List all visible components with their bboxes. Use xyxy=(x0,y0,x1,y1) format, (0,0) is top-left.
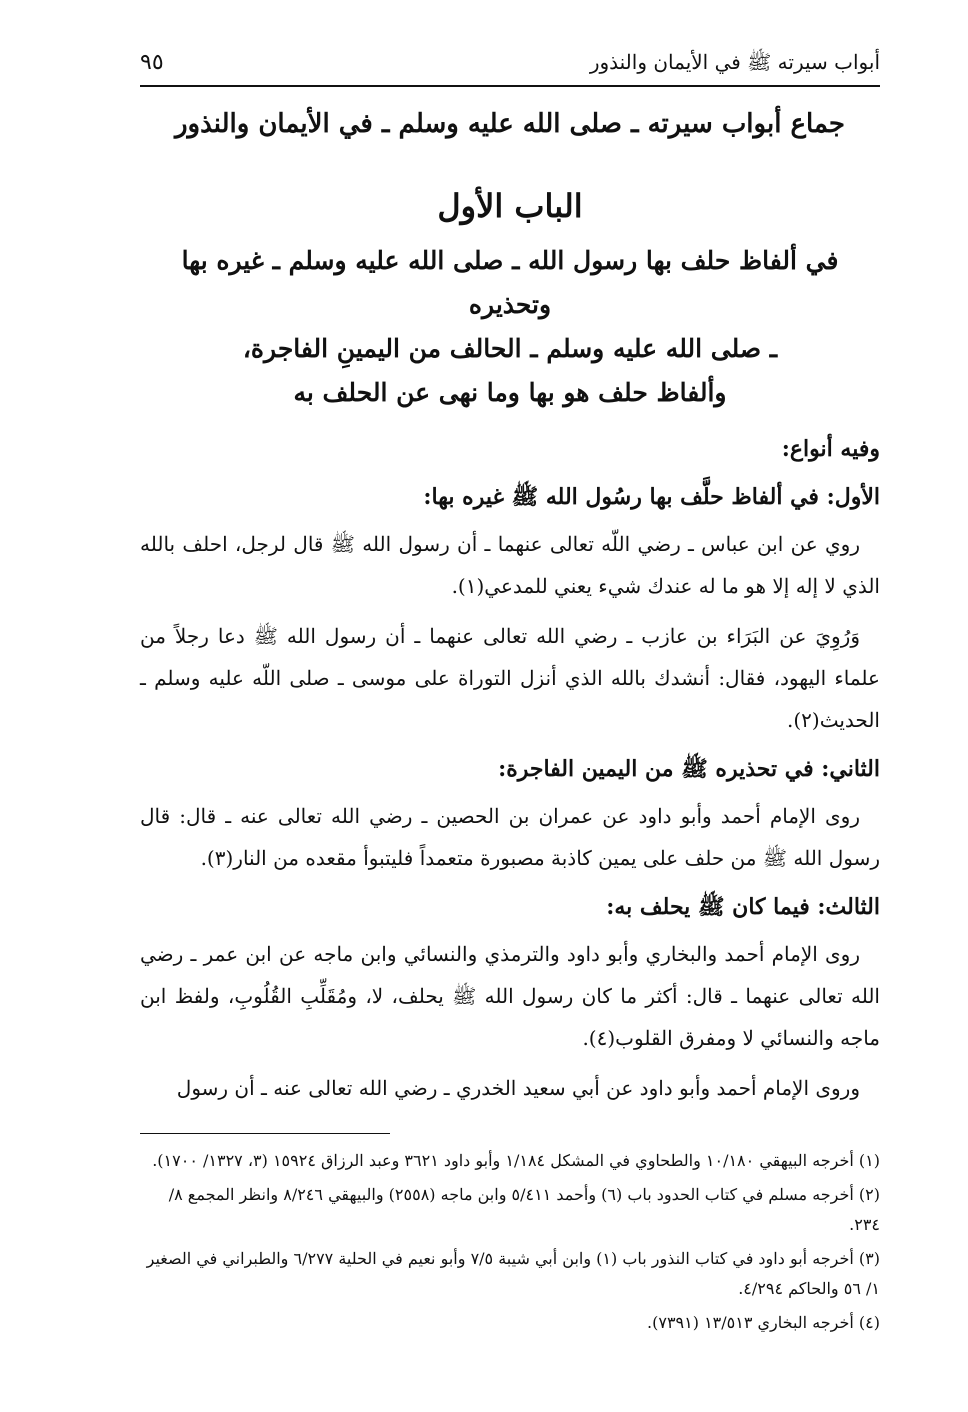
page-number: ٩٥ xyxy=(140,50,164,75)
chapter-subtitle-line: ـ صلى الله عليه وسلم ـ الحالف من اليمينِ الفاجرة، xyxy=(242,334,778,363)
footnote-divider xyxy=(140,1133,390,1134)
running-header xyxy=(140,50,880,87)
footnote: (٣) أخرجه أبو داود في كتاب النذور باب (١) وابن أبي شيبة ٧/٥ وأبو نعيم في الحلية ٦/٢٧٧ والطبراني في الصغير ١/ ٥٦ والحاكم ٤/٢٩٤. xyxy=(146,1249,880,1298)
chapter-subtitle-line: في ألفاظ حلف بها رسول الله ـ صلى الله عليه وسلم ـ غيره بها وتحذيره xyxy=(181,246,839,319)
paragraph: روي عن ابن عباس ـ رضي اللّه تعالى عنهما ـ أن رسول الله ﷺ قال لرجل، احلف بالله الذي لا إله إلا هو ما له عندك شيء يعني للمدعي(١). xyxy=(140,532,880,598)
section-heading-3: الثالث: فيما كان ﷺ يحلف به: xyxy=(606,894,880,920)
paragraph: روى الإمام أحمد وأبو داود عن عمران بن الحصين ـ رضي الله تعالى عنه ـ قال: قال رسول الله ﷺ من حلف على يمين كاذبة مصبورة متعمداً فليتبوأ مقعده من النار(٣). xyxy=(140,804,880,870)
footnote: (٢) أخرجه مسلم في كتاب الحدود باب (٦) وأحمد ٥/٤١١ وابن ماجه (٢٥٥٨) والبيهقي ٨/٢٤٦ وانظر المجمع ٨/ ٢٣٤. xyxy=(168,1185,880,1234)
footnote: (٤) أخرجه البخاري ١٣/٥١٣ (٧٣٩١). xyxy=(647,1313,880,1332)
paragraph: وَرُوِيَ عن البَرَاء بن عازب ـ رضي الله تعالى عنهما ـ أن رسول الله ﷺ دعا رجلاً من علماء اليهود، فقال: أنشدك بالله الذي أنزل التوراة على موسى ـ صلى اللّه عليه وسلم ـ الحديث(٢). xyxy=(140,624,880,732)
paragraph: روى الإمام أحمد والبخاري وأبو داود والترمذي والنسائي وابن ماجه عن ابن عمر ـ رضي الله تعالى عنهما ـ قال: أكثر ما كان رسول الله ﷺ يحلف، لا، ومُقَلِّبِ القُلُوبِ، ولفظ ابن ماجه والنسائي لا ومفرق القلوب(٤). xyxy=(140,942,880,1050)
paragraph: وروى الإمام أحمد وأبو داود عن أبي سعيد الخدري ـ رضي الله تعالى عنه ـ أن رسول xyxy=(176,1076,860,1100)
chapter-title: الباب الأول xyxy=(437,187,583,225)
chapter-subtitle-line: وألفاظ حلف هو بها وما نهى عن الحلف به xyxy=(293,378,727,407)
section-heading-2: الثاني: في تحذيره ﷺ من اليمين الفاجرة: xyxy=(498,756,880,782)
running-title: أبواب سيرته ﷺ في الأيمان والنذور xyxy=(589,50,880,74)
book-page xyxy=(140,50,880,1380)
main-title: جماع أبواب سيرته ـ صلى الله عليه وسلم ـ في الأيمان والنذور xyxy=(174,109,846,139)
intro-heading: وفيه أنواع: xyxy=(781,436,880,462)
chapter-subtitle xyxy=(140,239,880,415)
footnote: (١) أخرجه البيهقي ١٠/١٨٠ والطحاوي في المشكل ١/١٨٤ وأبو داود ٣٦٢١ وعبد الرزاق ١٥٩٢٤ (٣، ١٣٢٧/ ١٧٠٠). xyxy=(152,1151,880,1170)
footnotes xyxy=(140,1146,880,1338)
section-heading-1: الأول: في ألفاظ حلَّف بها رسُول الله ﷺ غيره بها: xyxy=(423,484,880,510)
